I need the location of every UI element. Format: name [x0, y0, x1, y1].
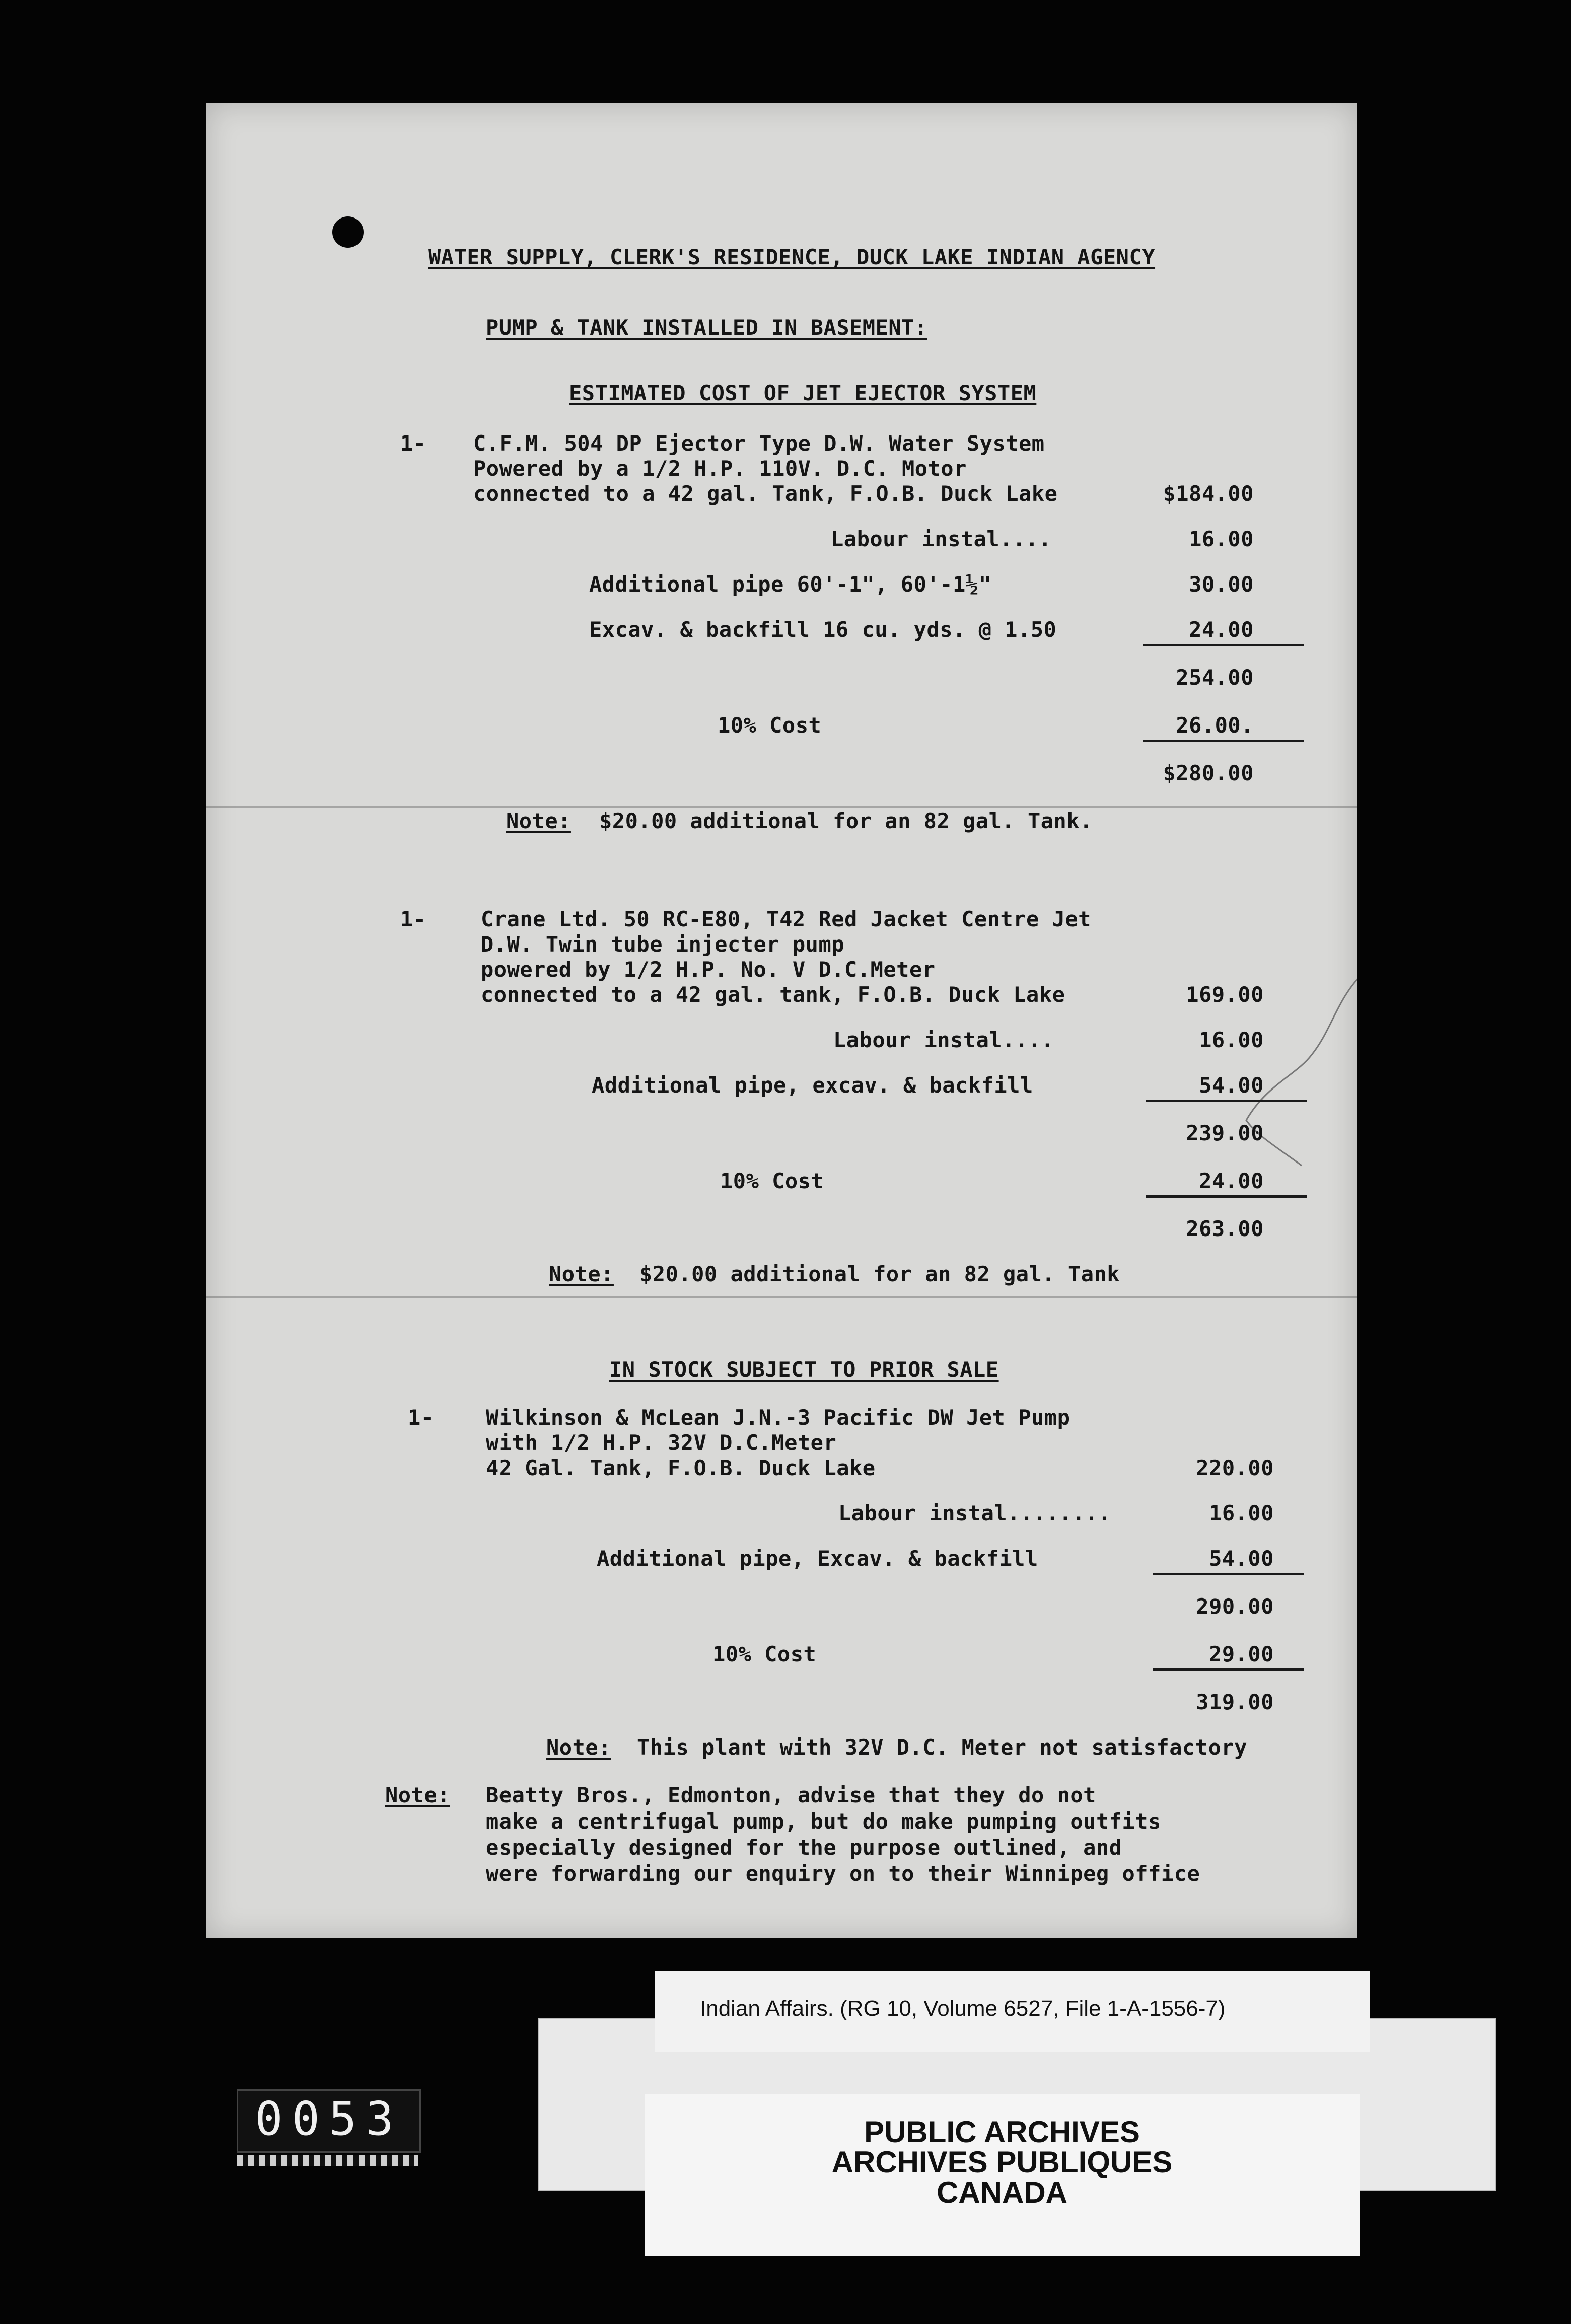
line-item-label: Labour instal........	[838, 1501, 1111, 1526]
cost-amount: 24.00	[1199, 1169, 1264, 1193]
stamp-line: ARCHIVES PUBLIQUES	[831, 2145, 1173, 2179]
punch-hole	[332, 216, 364, 248]
cost-label: 10% Cost	[718, 713, 822, 738]
section-heading: ESTIMATED COST OF JET EJECTOR SYSTEM	[569, 381, 1037, 405]
option-description-line: D.W. Twin tube injecter pump	[481, 932, 845, 957]
line-item-label: Labour instal....	[833, 1028, 1054, 1052]
base-amount: 169.00	[1186, 982, 1264, 1007]
option-number: 1-	[400, 431, 426, 456]
stamp-line: CANADA	[937, 2175, 1067, 2209]
cost-amount: 29.00	[1209, 1642, 1274, 1666]
line-item-amount: 54.00	[1199, 1073, 1264, 1098]
line-item-amount: 16.00	[1209, 1501, 1274, 1526]
note-label: Note:	[546, 1735, 611, 1760]
line-item-amount: 54.00	[1209, 1546, 1274, 1571]
note-label: Note:	[385, 1783, 450, 1807]
note-label: Note:	[549, 1262, 614, 1286]
total: 263.00	[1186, 1216, 1264, 1241]
stamp-line: PUBLIC ARCHIVES	[864, 2115, 1140, 2149]
line-item-amount: 16.00	[1189, 527, 1254, 551]
option-description-line: connected to a 42 gal. tank, F.O.B. Duck Lake	[481, 982, 1065, 1007]
note-label: Note:	[506, 809, 571, 833]
base-amount: $184.00	[1163, 481, 1254, 506]
cost-label: 10% Cost	[712, 1642, 817, 1666]
option-description-line: 42 Gal. Tank, F.O.B. Duck Lake	[486, 1456, 876, 1480]
subtotal: 239.00	[1186, 1121, 1264, 1145]
subtotal: 254.00	[1176, 665, 1254, 690]
archive-stamp	[645, 2094, 1360, 2256]
option-description-line: connected to a 42 gal. Tank, F.O.B. Duck Lake	[473, 481, 1058, 506]
line-item-label: Additional pipe, Excav. & backfill	[597, 1546, 1038, 1571]
line-item-amount: 16.00	[1199, 1028, 1264, 1052]
option-description-line: with 1/2 H.P. 32V D.C.Meter	[486, 1430, 837, 1455]
stock-heading: IN STOCK SUBJECT TO PRIOR SALE	[609, 1357, 999, 1382]
option-description-line: Crane Ltd. 50 RC-E80, T42 Red Jacket Centre Jet	[481, 907, 1091, 931]
fold-line	[206, 1296, 1357, 1298]
line-item-label: Additional pipe 60'-1", 60'-1½"	[589, 572, 992, 597]
subtotal: 290.00	[1196, 1594, 1274, 1619]
option-description-line: powered by 1/2 H.P. No. V D.C.Meter	[481, 957, 936, 982]
line-item-label: Labour instal....	[831, 527, 1052, 551]
document-subtitle: PUMP & TANK INSTALLED IN BASEMENT:	[486, 315, 927, 340]
fold-line	[206, 806, 1357, 808]
total: 319.00	[1196, 1690, 1274, 1714]
total: $280.00	[1163, 761, 1254, 785]
note-text: This plant with 32V D.C. Meter not satisfactory	[637, 1735, 1247, 1760]
sum-rule	[1146, 1195, 1307, 1198]
document-page	[206, 103, 1357, 1938]
line-item-amount: 30.00	[1189, 572, 1254, 597]
sum-rule	[1143, 740, 1304, 742]
sum-rule	[1146, 1100, 1307, 1102]
sum-rule	[1143, 644, 1304, 646]
frame-counter: 0053	[237, 2089, 421, 2153]
film-strip	[237, 2155, 418, 2166]
document-title: WATER SUPPLY, CLERK'S RESIDENCE, DUCK LAKE INDIAN AGENCY	[428, 245, 1156, 269]
sum-rule	[1153, 1668, 1304, 1671]
note-text: $20.00 additional for an 82 gal. Tank.	[599, 809, 1093, 833]
cost-label: 10% Cost	[720, 1169, 824, 1193]
sum-rule	[1153, 1573, 1304, 1575]
note-text: $20.00 additional for an 82 gal. Tank	[639, 1262, 1120, 1286]
option-number: 1-	[400, 907, 426, 931]
line-item-label: Excav. & backfill 16 cu. yds. @ 1.50	[589, 617, 1057, 642]
cost-amount: 26.00.	[1176, 713, 1254, 738]
reference-card	[655, 1971, 1370, 2052]
option-description-line: C.F.M. 504 DP Ejector Type D.W. Water System	[473, 431, 1045, 456]
note-line: especially designed for the purpose outlined, and	[486, 1835, 1122, 1860]
line-item-amount: 24.00	[1189, 617, 1254, 642]
base-amount: 220.00	[1196, 1456, 1274, 1480]
note-line: Beatty Bros., Edmonton, advise that they do not	[486, 1783, 1096, 1807]
archive-reference: Indian Affairs. (RG 10, Volume 6527, File 1-A-1556-7)	[700, 1996, 1226, 2021]
option-number: 1-	[408, 1405, 434, 1430]
option-description-line: Powered by a 1/2 H.P. 110V. D.C. Motor	[473, 456, 967, 481]
option-description-line: Wilkinson & McLean J.N.-3 Pacific DW Jet Pump	[486, 1405, 1070, 1430]
note-line: make a centrifugal pump, but do make pumping outfits	[486, 1809, 1161, 1834]
note-line: were forwarding our enquiry on to their Winnipeg office	[486, 1861, 1200, 1886]
line-item-label: Additional pipe, excav. & backfill	[592, 1073, 1033, 1098]
